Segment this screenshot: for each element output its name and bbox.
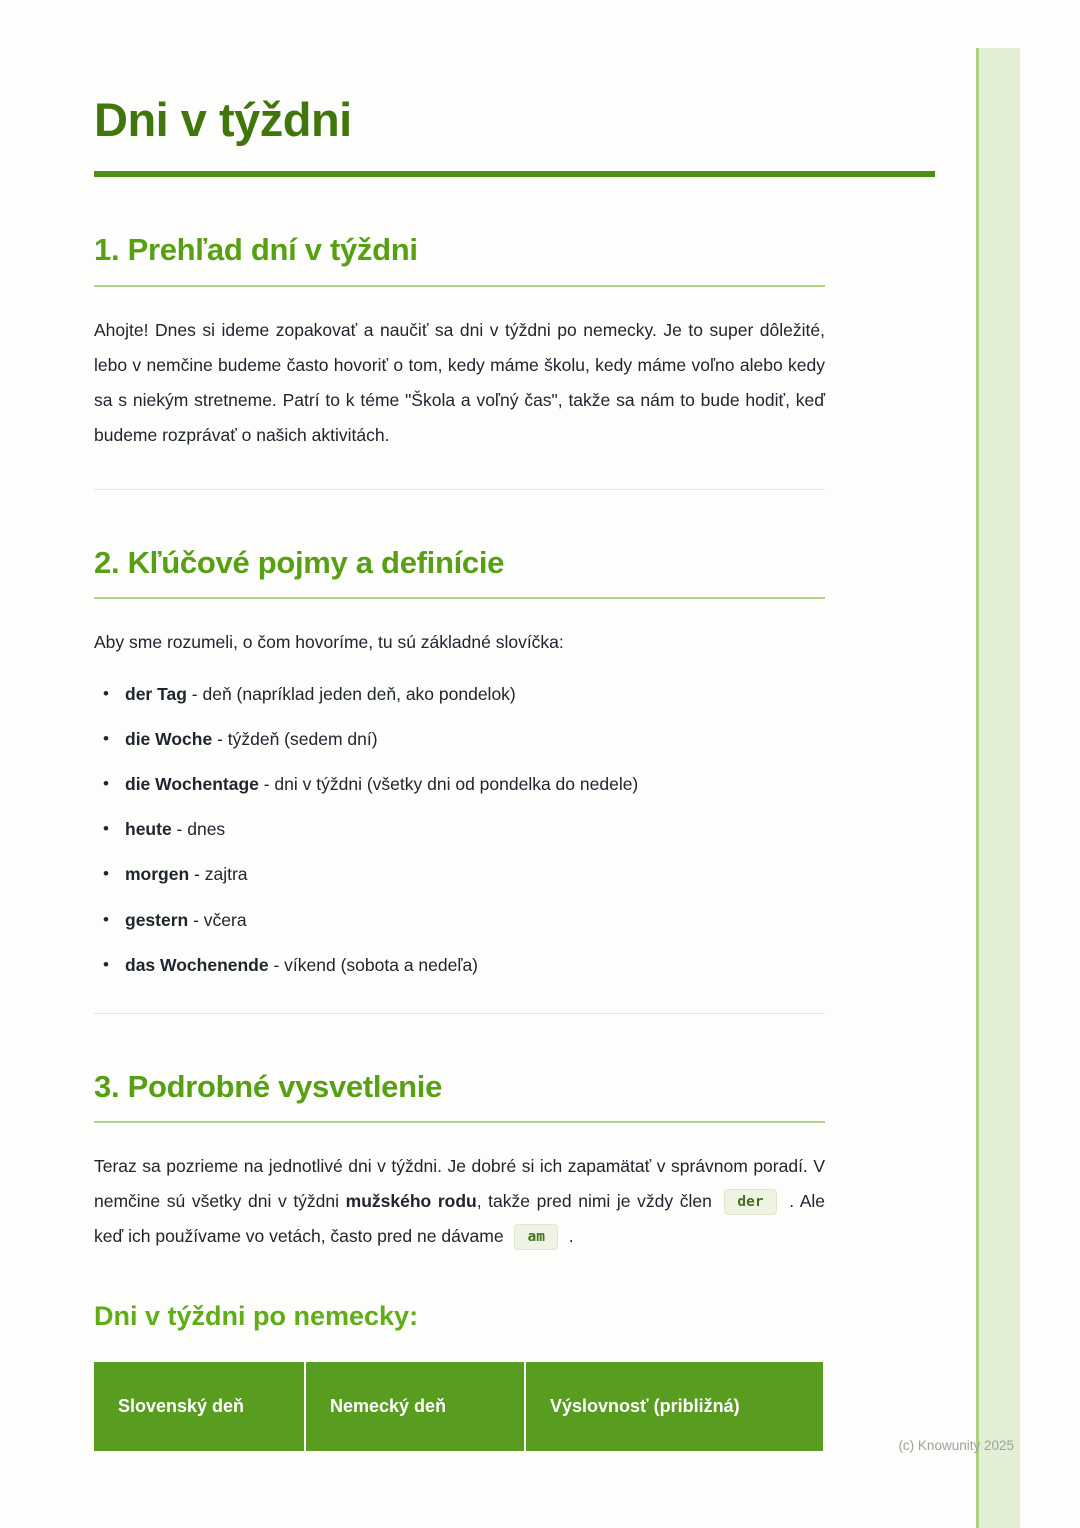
- code-chip-am: am: [514, 1224, 557, 1250]
- vocab-desc: - včera: [188, 909, 247, 930]
- page-accent-stripe: [976, 48, 1020, 1528]
- vocab-item-das-wochenende: [94, 953, 825, 977]
- vocab-desc: - dnes: [171, 819, 226, 840]
- section-2-intro: Aby sme rozumeli, o čom hovoríme, tu sú základné slovíčka:: [94, 631, 564, 652]
- bold-phrase: mužského rodu: [345, 1191, 477, 1211]
- copyright-watermark: (c) Knowunity 2025: [898, 1438, 1014, 1453]
- note-content: [94, 0, 935, 1481]
- section-detailed-explanation: [94, 1068, 935, 1452]
- page-title: Dni v týždni: [94, 93, 352, 146]
- vocab-term: das Wochenende: [125, 954, 269, 975]
- section-divider-1: [94, 489, 825, 490]
- vocab-desc: - deň (napríklad jeden deň, ako pondelok): [186, 683, 516, 704]
- section-2-heading-rule: [94, 597, 825, 599]
- vocab-item-morgen: [94, 862, 825, 886]
- vocab-item-gestern: [94, 908, 825, 932]
- section-1-heading-rule: [94, 285, 825, 287]
- section-overview: [94, 231, 935, 452]
- title-rule: [94, 171, 935, 177]
- section-3-heading-rule: [94, 1121, 825, 1123]
- vocab-term: der Tag: [125, 683, 187, 704]
- days-of-week-table: [92, 1362, 825, 1451]
- paragraph-text: . Ale keď ich používame vo vetách, často pred ne dávame: [94, 1191, 825, 1246]
- section-key-terms: [94, 544, 935, 977]
- vocab-item-der-tag: [94, 682, 825, 706]
- section-3-heading: 3. Podrobné vysvetlenie: [94, 1068, 443, 1104]
- code-chip-der: der: [724, 1189, 776, 1215]
- vocab-term: die Wochentage: [125, 774, 259, 795]
- vocab-term: morgen: [125, 864, 190, 885]
- vocab-term: die Woche: [125, 728, 213, 749]
- vocab-item-die-woche: [94, 727, 825, 751]
- section-3-paragraph: [94, 1149, 825, 1254]
- paragraph-text: , takže pred nimi je vždy člen: [476, 1191, 719, 1211]
- days-subheading: Dni v týždni po nemecky:: [94, 1301, 419, 1331]
- vocab-item-die-wochentage: [94, 772, 825, 796]
- paragraph-text: Teraz sa pozrieme na jednotlivé dni v týždni. Je dobré si ich zapamätať v správnom poradí. V nemčine sú všetky dni v týždni: [94, 1156, 825, 1211]
- vocab-desc: - dni v týždni (všetky dni od pondelka do nedele): [258, 774, 639, 795]
- table-header-pronunciation: Výslovnosť (približná): [526, 1362, 823, 1451]
- section-divider-2: [94, 1013, 825, 1014]
- table-header-german-day: Nemecký deň: [306, 1362, 524, 1451]
- vocab-item-heute: [94, 817, 825, 841]
- vocab-desc: - víkend (sobota a nedeľa): [268, 954, 479, 975]
- vocab-list: [94, 682, 825, 977]
- paragraph-text: .: [563, 1226, 574, 1246]
- section-1-paragraph: Ahojte! Dnes si ideme zopakovať a naučiť sa dni v týždni po nemecky. Je to super dôležité, lebo v nemčine budeme často hovoriť o tom, kedy máme školu, kedy máme voľno alebo kedy sa s niekým stretneme. Patrí to k téme "Škola a voľný čas", takže sa nám to bude hodiť, keď budeme rozprávať o našich aktivitách.: [94, 319, 825, 445]
- section-2-heading: 2. Kľúčové pojmy a definície: [94, 544, 505, 580]
- table-header-slovak-day: Slovenský deň: [94, 1362, 304, 1451]
- vocab-desc: - týždeň (sedem dní): [212, 728, 378, 749]
- section-1-heading: 1. Prehľad dní v týždni: [94, 232, 418, 268]
- vocab-desc: - zajtra: [189, 864, 248, 885]
- vocab-term: heute: [125, 819, 172, 840]
- vocab-term: gestern: [125, 909, 189, 930]
- table-header-row: [94, 1362, 823, 1451]
